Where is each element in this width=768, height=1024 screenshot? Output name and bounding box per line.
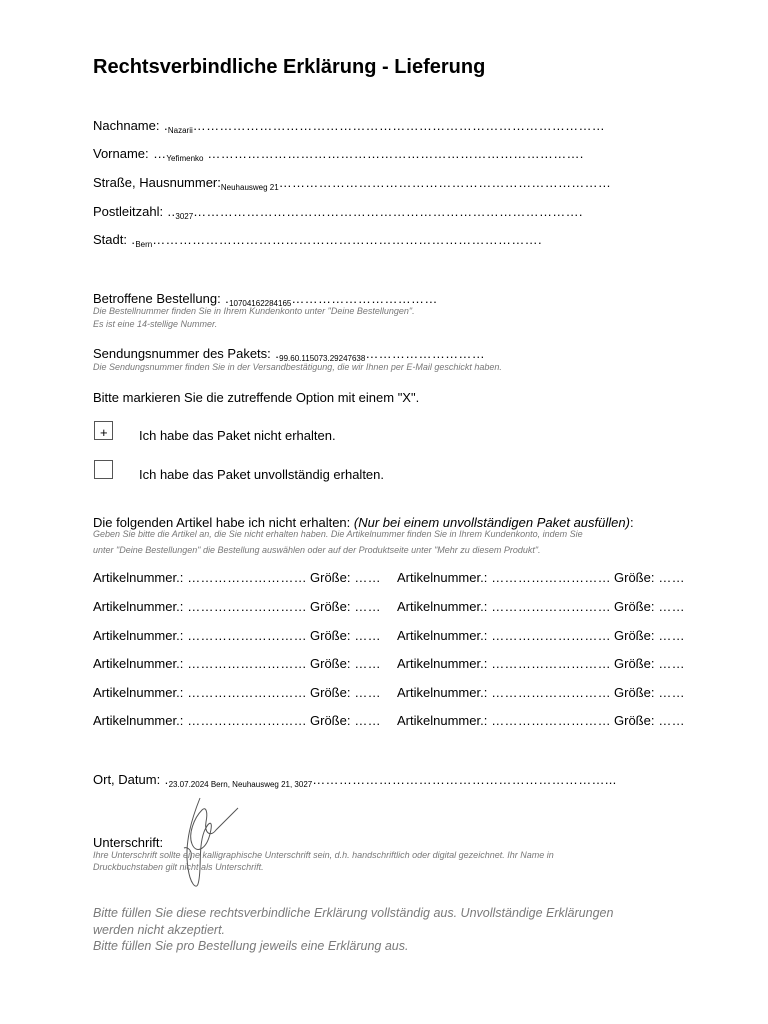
size-field[interactable]: Größe: …… <box>614 656 685 671</box>
article-number-label: Artikelnummer.: <box>397 713 488 728</box>
article-number-label: Artikelnummer.: <box>93 570 184 585</box>
shipment-hint: Die Sendungsnummer finden Sie in der Versandbestätigung, die wir Ihnen per E-Mail geschickt haben. <box>93 362 502 372</box>
article-number-field[interactable]: Artikelnummer.: ……………………… <box>397 628 611 643</box>
size-field[interactable]: Größe: …… <box>614 599 685 614</box>
size-label: Größe: <box>614 570 655 585</box>
checkbox-mark: + <box>100 425 108 440</box>
order-hint-2: Es ist eine 14-stellige Nummer. <box>93 319 218 329</box>
size-field[interactable]: Größe: …… <box>614 628 685 643</box>
signature-drawing <box>170 788 250 898</box>
article-number-label: Artikelnummer.: <box>93 685 184 700</box>
size-field[interactable]: Größe: …… <box>614 570 685 585</box>
articles-heading-end: : <box>629 515 634 530</box>
size-label: Größe: <box>310 656 351 671</box>
article-number-field[interactable]: Artikelnummer.: ……………………… <box>93 599 307 614</box>
article-number-field[interactable]: Artikelnummer.: ……………………… <box>93 656 307 671</box>
size-label: Größe: <box>310 570 351 585</box>
plz-label: Postleitzahl: <box>93 204 164 219</box>
size-label: Größe: <box>614 656 655 671</box>
article-number-field[interactable]: Artikelnummer.: ……………………… <box>397 656 611 671</box>
size-label: Größe: <box>614 713 655 728</box>
size-field[interactable]: Größe: …… <box>310 570 381 585</box>
nachname-label: Nachname: <box>93 118 160 133</box>
size-field[interactable]: Größe: …… <box>614 685 685 700</box>
size-label: Größe: <box>310 599 351 614</box>
article-number-field[interactable]: Artikelnummer.: ……………………… <box>93 713 307 728</box>
option-not-received-checkbox[interactable] <box>94 421 113 440</box>
plz-value[interactable]: 3027 <box>175 212 194 221</box>
nachname-row: Nachname: .Nazarii………………………………………………………………………………… <box>93 118 606 135</box>
signature-hint-1: Ihre Unterschrift sollte eine kalligraphische Unterschrift sein, d.h. handschriftlich oder digital gezeichnet. Ihr Name in <box>93 850 554 860</box>
shipment-label: Sendungsnummer des Pakets: <box>93 346 271 361</box>
option-incomplete-checkbox[interactable] <box>94 460 113 479</box>
articles-hint-2: unter "Deine Bestellungen" die Bestellung auswählen oder auf der Produktseite unter "Mehr zu diesem Produkt". <box>93 545 541 555</box>
article-number-field[interactable]: Artikelnummer.: ……………………… <box>93 685 307 700</box>
order-value[interactable]: 10704162284165 <box>229 299 292 308</box>
stadt-value[interactable]: Bern <box>135 240 153 249</box>
article-number-field[interactable]: Artikelnummer.: ……………………… <box>397 713 611 728</box>
size-label: Größe: <box>614 685 655 700</box>
article-number-label: Artikelnummer.: <box>93 713 184 728</box>
article-number-label: Artikelnummer.: <box>93 599 184 614</box>
plz-row: Postleitzahl: ..3027……………………………………………………………………………. <box>93 204 583 221</box>
size-label: Größe: <box>310 628 351 643</box>
vorname-label: Vorname: <box>93 146 149 161</box>
size-field[interactable]: Größe: …… <box>310 656 381 671</box>
options-instruction: Bitte markieren Sie die zutreffende Option mit einem "X". <box>93 390 420 405</box>
nachname-value[interactable]: Nazarii <box>167 126 193 135</box>
shipment-value[interactable]: 99.60.115073.29247638 <box>279 354 366 363</box>
article-number-label: Artikelnummer.: <box>397 570 488 585</box>
option-not-received-label: Ich habe das Paket nicht erhalten. <box>139 428 336 443</box>
article-number-label: Artikelnummer.: <box>93 628 184 643</box>
place-date-value[interactable]: 23.07.2024 Bern, Neuhausweg 21, 3027 <box>168 780 313 789</box>
articles-hint-1: Geben Sie bitte die Artikel an, die Sie nicht erhalten haben. Die Artikelnummer finden Sie in Ihrem Kundenkonto, indem Sie <box>93 529 583 539</box>
footer-line-2: werden nicht akzeptiert. <box>93 923 226 937</box>
size-field[interactable]: Größe: …… <box>614 713 685 728</box>
stadt-row: Stadt: .Bern……………………………………………………………………………. <box>93 232 542 249</box>
article-number-field[interactable]: Artikelnummer.: ……………………… <box>93 570 307 585</box>
order-hint-1: Die Bestellnummer finden Sie in Ihrem Kundenkonto unter "Deine Bestellungen". <box>93 306 415 316</box>
strasse-value[interactable]: Neuhausweg 21 <box>220 183 279 192</box>
articles-heading-emph: (Nur bei einem unvollständigen Paket ausfüllen) <box>353 515 630 530</box>
article-number-label: Artikelnummer.: <box>397 656 488 671</box>
shipment-row: Sendungsnummer des Pakets: .99.60.115073.29247638……………………… <box>93 346 486 363</box>
place-date-label: Ort, Datum: <box>93 772 161 787</box>
strasse-row: Straße, Hausnummer:Neuhausweg 21………………………………………………………………… <box>93 175 612 192</box>
size-field[interactable]: Größe: …… <box>310 713 381 728</box>
articles-heading <box>93 515 634 530</box>
article-number-field[interactable]: Artikelnummer.: ……………………… <box>93 628 307 643</box>
strasse-label: Straße, Hausnummer: <box>93 175 221 190</box>
article-number-label: Artikelnummer.: <box>397 685 488 700</box>
footer-line-1: Bitte füllen Sie diese rechtsverbindliche Erklärung vollständig aus. Unvollständige Erklärungen <box>93 906 614 920</box>
stadt-label: Stadt: <box>93 232 127 247</box>
size-field[interactable]: Größe: …… <box>310 685 381 700</box>
vorname-value[interactable]: Yefimenko <box>166 154 204 163</box>
size-field[interactable]: Größe: …… <box>310 628 381 643</box>
articles-heading-text: Die folgenden Artikel habe ich nicht erhalten: <box>93 515 354 530</box>
order-row: Betroffene Bestellung: .10704162284165…………………………… <box>93 291 438 308</box>
article-number-label: Artikelnummer.: <box>93 656 184 671</box>
size-label: Größe: <box>310 713 351 728</box>
article-number-field[interactable]: Artikelnummer.: ……………………… <box>397 685 611 700</box>
option-incomplete-label: Ich habe das Paket unvollständig erhalten. <box>139 467 385 482</box>
article-number-label: Artikelnummer.: <box>397 628 488 643</box>
article-number-field[interactable]: Artikelnummer.: ……………………… <box>397 570 611 585</box>
article-number-label: Artikelnummer.: <box>397 599 488 614</box>
vorname-row: Vorname: …Yefimenko …………………………………………………………………………. <box>93 146 584 163</box>
order-label: Betroffene Bestellung: <box>93 291 221 306</box>
size-label: Größe: <box>614 628 655 643</box>
page-title: Rechtsverbindliche Erklärung - Lieferung <box>93 56 486 78</box>
footer-line-3: Bitte füllen Sie pro Bestellung jeweils eine Erklärung aus. <box>93 939 409 953</box>
signature-label: Unterschrift: <box>93 835 164 850</box>
size-label: Größe: <box>614 599 655 614</box>
size-label: Größe: <box>310 685 351 700</box>
signature-hint-2: Druckbuchstaben gilt nicht als Unterschrift. <box>93 862 264 872</box>
place-date-row: Ort, Datum: .23.07.2024 Bern, Neuhausweg 21, 3027…………………………………………………………... <box>93 772 617 789</box>
size-field[interactable]: Größe: …… <box>310 599 381 614</box>
article-number-field[interactable]: Artikelnummer.: ……………………… <box>397 599 611 614</box>
